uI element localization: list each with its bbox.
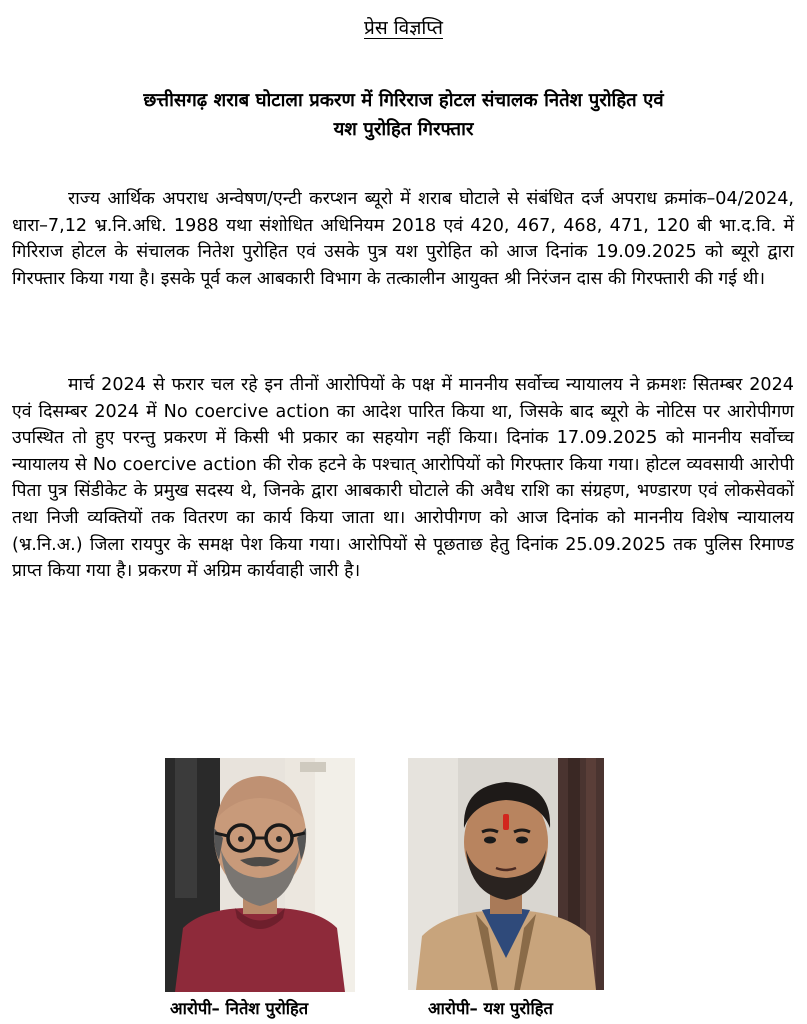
title-line-2: यश पुरोहित गिरफ्तार <box>333 119 474 140</box>
photo-caption-nitesh: आरोपी– नितेश पुरोहित <box>170 999 309 1018</box>
body-paragraph-1: राज्य आर्थिक अपराध अन्वेषण/एन्टी करप्शन ब्यूरो में शराब घोटाले से संबंधित दर्ज अपराध क्रमांक–04/2024, धारा–7,12 भ्र.नि.अधि. 1988 यथा संशोधित अधिनियम 2018 एवं 420, 467, 468, 471, 120 बी भा.द.वि. में गिरिराज होटल के संचालक नितेश पुरोहित एवं उसके पुत्र यश पुरोहित को आज दिनांक 19.09.2025 को ब्यूरो द्वारा गिरफ्तार किया गया है। इसके पूर्व कल आबकारी विभाग के तत्कालीन आयुक्त श्री निरंजन दास की गिरफ्तारी की गई थी। <box>12 189 794 289</box>
body-paragraph-2: मार्च 2024 से फरार चल रहे इन तीनों आरोपियों के पक्ष में माननीय सर्वोच्च न्यायालय ने क्रमशः सितम्बर 2024 एवं दिसम्बर 2024 में No coercive action का आदेश पारित किया था, जिसके बाद ब्यूरो के नोटिस पर आरोपीगण उपस्थित तो हुए परन्तु प्रकरण में किसी भी प्रकार का सहयोग नहीं किया। दिनांक 17.09.2025 को माननीय सर्वोच्च न्यायालय से No coercive action की रोक हटने के पश्चात् आरोपियों को गिरफ्तार किया गया। होटल व्यवसायी आरोपी पिता पुत्र सिंडीकेट के प्रमुख सदस्य थे, जिनके द्वारा आबकारी घोटाले की अवैध राशि का संग्रहण, भण्डारण एवं लोकसेवकों तथा निजी व्यक्तियों तक वितरण का कार्य किया जाता था। आरोपीगण को आज दिनांक को माननीय विशेष न्यायालय (भ्र.नि.अ.) जिला रायपुर के समक्ष पेश किया गया। आरोपियों से पूछताछ हेतु दिनांक 25.09.2025 तक पुलिस रिमाण्ड प्राप्त किया गया है। प्रकरण में अग्रिम कार्यवाही जारी है। <box>12 375 794 582</box>
title-line-1: छत्तीसगढ़ शराब घोटाला प्रकरण में गिरिराज होटल संचालक नितेश पुरोहित एवं <box>143 90 664 111</box>
accused-photo-yash <box>408 758 604 990</box>
accused-photo-nitesh <box>165 758 355 992</box>
document-heading: प्रेस विज्ञप्ति <box>364 17 443 39</box>
photo-caption-yash: आरोपी– यश पुरोहित <box>428 999 553 1018</box>
document-title <box>40 86 767 144</box>
